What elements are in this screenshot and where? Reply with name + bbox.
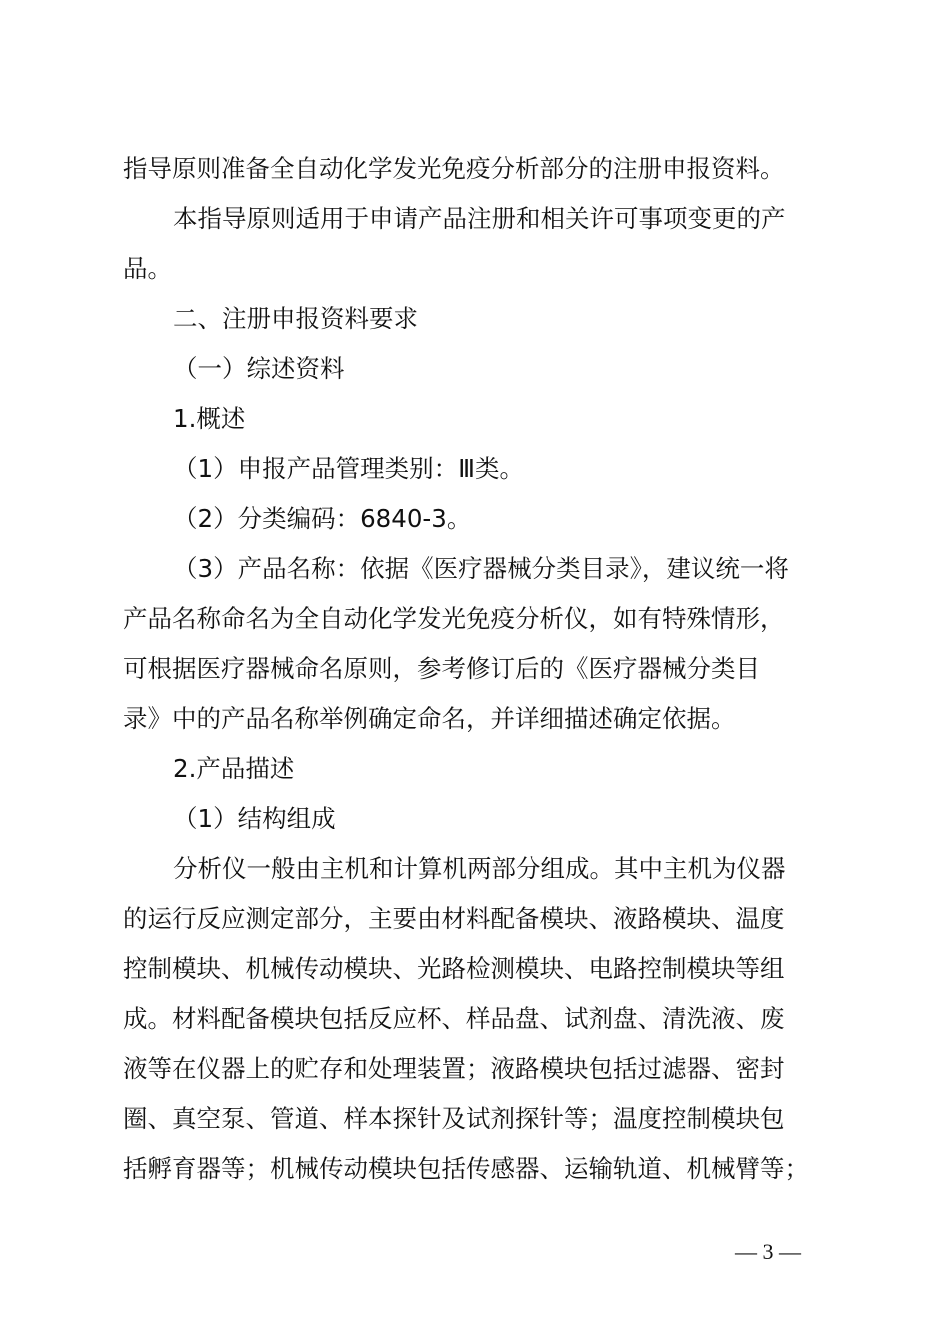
body-text-line: 的运行反应测定部分，主要由材料配备模块、液路模块、温度: [123, 904, 785, 933]
subsection-heading: 2.产品描述: [173, 754, 295, 783]
body-text-line: 括孵育器等；机械传动模块包括传感器、运输轨道、机械臂等；: [123, 1154, 809, 1183]
list-item: （2）分类编码：6840-3。: [173, 504, 472, 533]
section-heading: 二、注册申报资料要求: [173, 304, 418, 333]
body-text-line: 可根据医疗器械命名原则，参考修订后的《医疗器械分类目: [123, 654, 760, 683]
body-text-line: 圈、真空泵、管道、样本探针及试剂探针等；温度控制模块包: [123, 1104, 785, 1133]
subsection-heading: （1）结构组成: [173, 804, 336, 833]
subsection-heading: （一）综述资料: [173, 354, 345, 383]
body-text-line: 成。材料配备模块包括反应杯、样品盘、试剂盘、清洗液、废: [123, 1004, 785, 1033]
body-text-line: 指导原则准备全自动化学发光免疫分析部分的注册申报资料。: [123, 154, 785, 183]
page-number: — 3 —: [735, 1239, 801, 1264]
list-item: （1）申报产品管理类别：Ⅲ类。: [173, 454, 524, 483]
list-item: （3）产品名称：依据《医疗器械分类目录》，建议统一将: [173, 554, 789, 583]
body-text-line: 品。: [123, 254, 172, 283]
body-text-line: 本指导原则适用于申请产品注册和相关许可事项变更的产: [173, 204, 786, 233]
subsection-heading: 1.概述: [173, 404, 246, 433]
body-text-line: 液等在仪器上的贮存和处理装置；液路模块包括过滤器、密封: [123, 1054, 785, 1083]
body-text-line: 产品名称命名为全自动化学发光免疫分析仪，如有特殊情形，: [123, 604, 785, 633]
body-text-line: 控制模块、机械传动模块、光路检测模块、电路控制模块等组: [123, 954, 785, 983]
body-text-line: 录》中的产品名称举例确定命名，并详细描述确定依据。: [123, 704, 736, 733]
body-text-line: 分析仪一般由主机和计算机两部分组成。其中主机为仪器: [173, 854, 786, 883]
